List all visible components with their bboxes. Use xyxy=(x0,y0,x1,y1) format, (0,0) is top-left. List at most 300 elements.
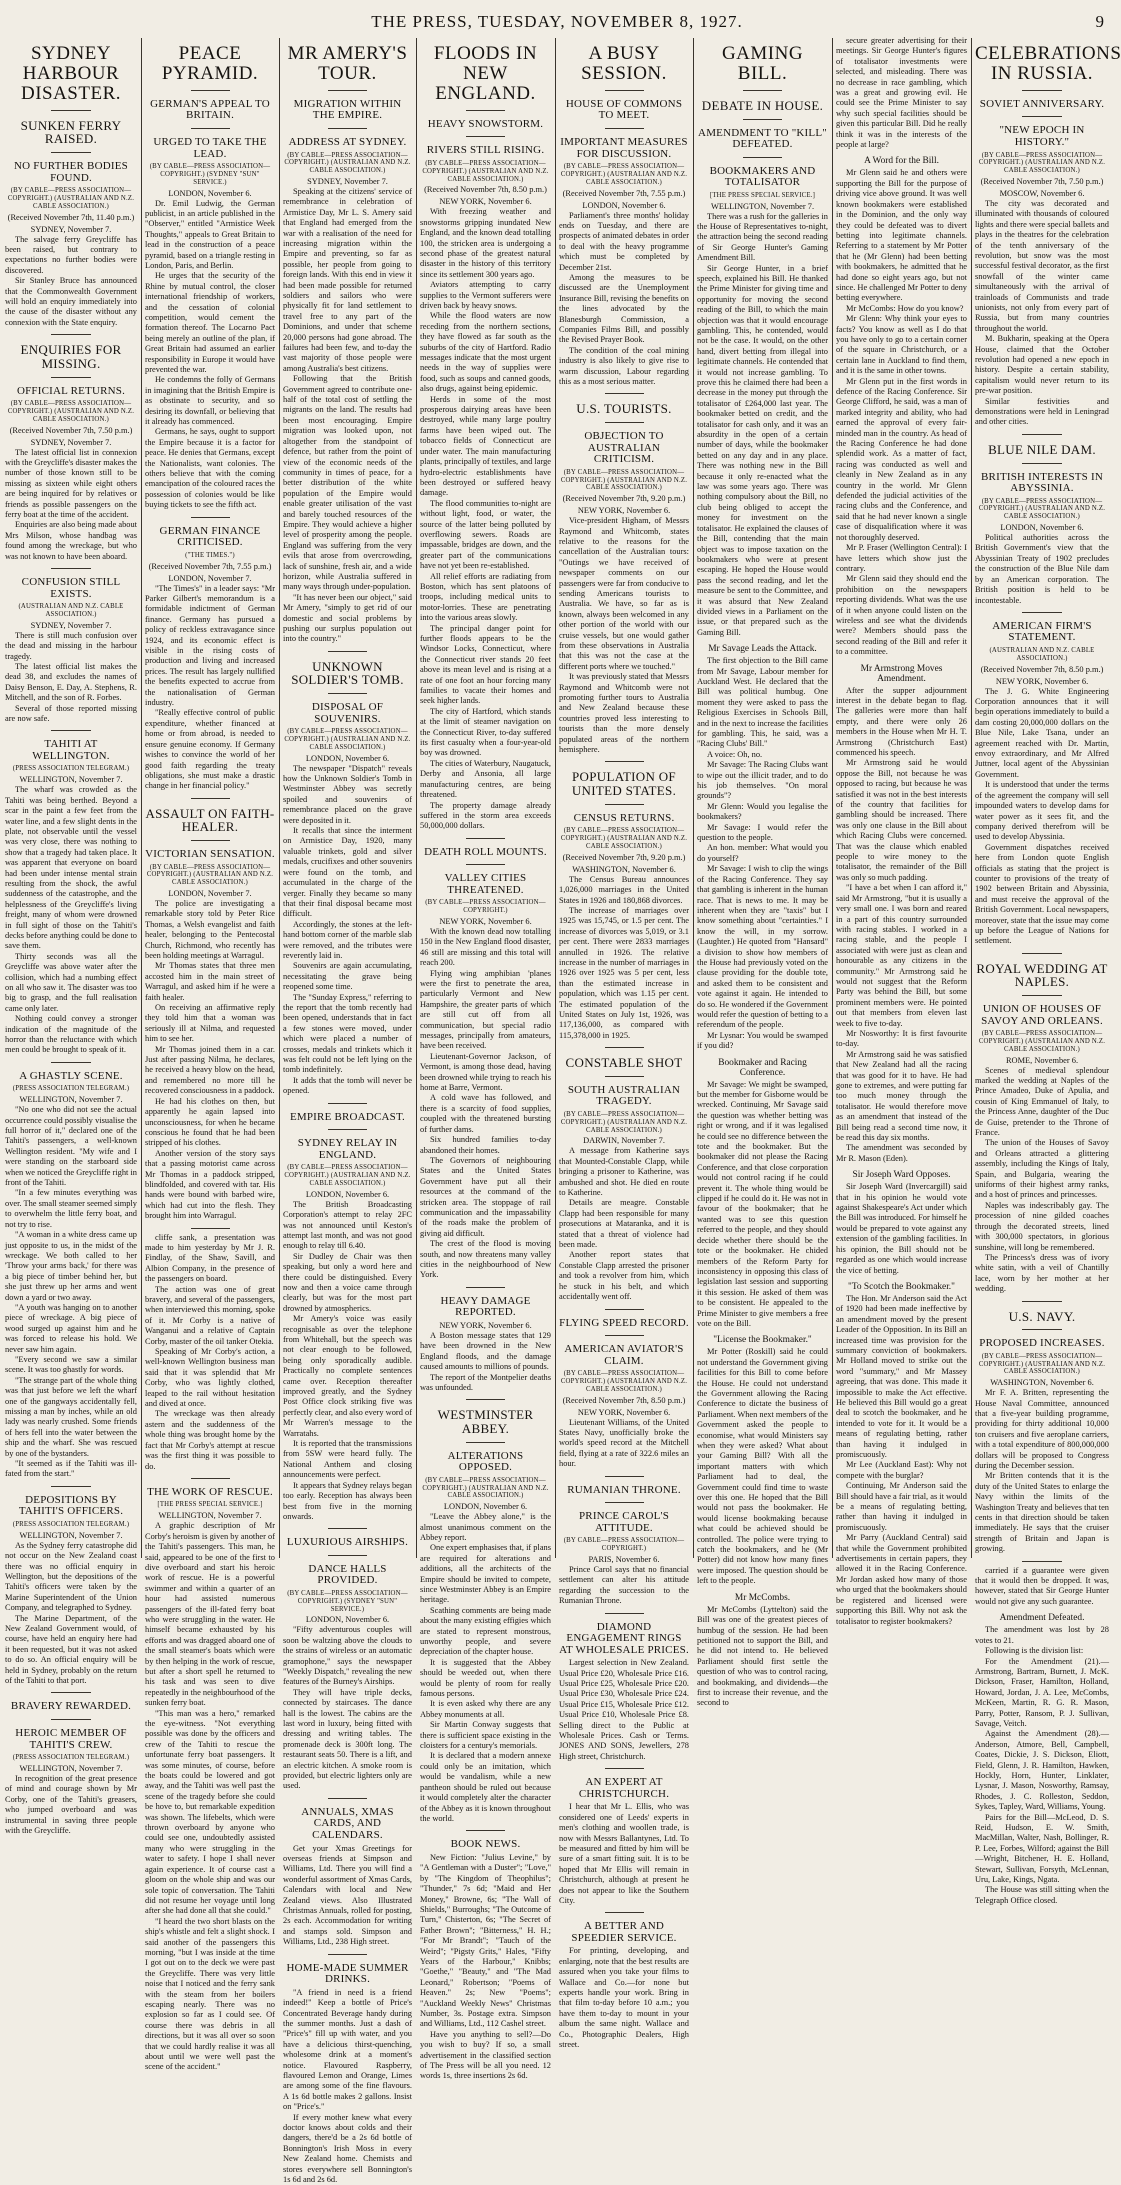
subheadline: "NEW EPOCH IN HISTORY." xyxy=(999,124,1085,148)
column-8 xyxy=(972,36,1121,1905)
dateline: WELLINGTON, November 7. xyxy=(19,1095,123,1105)
paragraph: The crest of the flood is moving south, and now threatens many valley cities in the neighbourhood of New York. xyxy=(420,1239,551,1280)
headline: GAMING BILL. xyxy=(721,43,804,84)
subheadline: AMENDMENT TO "KILL" DEFEATED. xyxy=(698,126,827,151)
paragraph: The amendment was seconded by Mr R. Mason (Eden). xyxy=(836,1143,967,1163)
paragraph: A message from Katherine says that Mounted-Constable Clapp, while bringing a prisoner to Katherine, was ambushed and shot. He died en route to Katherine. xyxy=(559,1146,689,1198)
subheadline: BRITISH INTERESTS IN ABYSSINIA. xyxy=(981,470,1103,495)
paragraph: The House was still sitting when the Telegraph Office closed. xyxy=(975,1885,1109,1905)
paragraph: Aviators attempting to carry supplies to the Vermont sufferers were driven back by heavy snows. xyxy=(420,280,551,310)
wire-credit: (BY CABLE—PRESS ASSOCIATION—COPYRIGHT.) (AUSTRALIAN AND N.Z. CABLE ASSOCIATION.) xyxy=(422,1476,549,1500)
paragraph: cliffe sank, a presentation was made to him yesterday by Mr J. R. Findlay, of the Shaw, Savill, and Albion Company, in the presence of the passengers on board. xyxy=(145,1232,275,1284)
subheadline: BOOK NEWS. xyxy=(450,1838,521,1851)
paragraph: The amendment was lost by 28 votes to 21. xyxy=(975,1625,1109,1645)
paragraph: secure greater advertising for their meetings. Sir George Hunter's figures of totalisator investments were selected, and misleading. There was no decrease in race gambling, which was a great and growing evil. He could see the Prime Minister to say why such special facilities should be given this particular Bill. Did he really think it was in the interests of the people at large? xyxy=(836,36,967,150)
separator-rule xyxy=(51,1486,91,1487)
headline: POPULATION OF UNITED STATES. xyxy=(571,769,677,799)
paragraph: The Governors of neighbouring States and the United States Government have put all their resources at the command of the stricken area. The stoppage of rail communication and the impassability of the roads make the problem of giving aid difficult. xyxy=(420,1155,551,1238)
paragraph: It appears that Sydney relays began too early. Reception has always been best from five in the morning onwards. xyxy=(283,1480,412,1521)
section-subhead: "License the Bookmaker." xyxy=(713,1335,812,1346)
subheadline: LUXURIOUS AIRSHIPS. xyxy=(286,1536,409,1549)
subheadline: SOUTH AUSTRALIAN TRAGEDY. xyxy=(567,1083,681,1108)
paragraph: "Fifty adventurous couples will soon be waltzing above the clouds to the strains of wireless or an automatic gramophone," says the newspaper "Weekly Dispatch," revealing the new features of the Burney's Airships. xyxy=(283,1625,412,1687)
received-line: (Received November 7th, 8.50 p.m.) xyxy=(424,185,547,195)
paragraph: "No one who did not see the actual occurrence could possibly visualise the full horror of it," declared one of the Tahiti's passengers, a well-known Wellington resident. "My wife and I were standing on the starboard side when we noticed the Greycliffe right in front of the Tahiti. xyxy=(5,1105,137,1188)
paragraph: Accordingly, the stones at the left-hand bottom corner of the marble slab were removed, and the tributes were reverently laid in. xyxy=(283,919,412,960)
paragraph: "It has never been our object," said Mr Amery, "simply to get rid of our domestic and social problems by pushing our surplus population out into the country." xyxy=(283,592,412,644)
paragraph: I hear that Mr L. Ellis, who was considered one of Leeds' experts in men's clothing and woollen trade, is now with Messrs Ballantynes, Ltd. To be measured and fitted by him will be sure of a smart fitting suit. It is to be hoped that Mr Ellis will remain in Christchurch, although at present he does not appear to like the Southern City. xyxy=(559,1802,689,1905)
subheadline: GERMAN'S APPEAL TO BRITAIN. xyxy=(150,97,270,122)
paragraph: "In a few minutes everything was over. The small steamer seemed simply to overwhelm the little ferry boat, and not try to rise. xyxy=(5,1188,137,1229)
subheadline: CONFUSION STILL EXISTS. xyxy=(21,576,121,600)
separator-rule xyxy=(605,90,644,91)
dateline: SYDNEY, November 7. xyxy=(30,224,112,234)
paragraph: Parliament's three months' holiday ends on Tuesday, and there are prospects of animated debates in order to deal with the heavy programme which must be completed by December 21st. xyxy=(559,210,689,272)
paragraph: Another report states that Constable Clapp arrested the prisoner and took a revolver from him, which he stuck in his belt, and which accidentally went off. xyxy=(559,1250,689,1302)
separator-rule xyxy=(328,651,367,652)
paragraph: "A friend in need is a friend indeed!" Keep a bottle of Price's Concentrated Beverage handy during the summer months. Just a dash of "Price's" fill up with water, and you have a delicious thirst-quenching, wholesome drink at a moment's notice. Flavoured Raspberry, flavoured Lemon and Orange, Limes are among some of the fine flavours. A 1s 6d bottle makes 2 gallons. Insist on "Price's." xyxy=(283,1987,412,2112)
paragraph: There is still much confusion over the dead and missing in the harbour tragedy. xyxy=(5,630,137,661)
paragraph: A cold wave has followed, and there is a scarcity of food supplies, coupled with the threatened bursting of further dams. xyxy=(420,1093,551,1134)
separator-rule xyxy=(328,1555,367,1556)
headline: ASSAULT ON FAITH-HEALER. xyxy=(145,805,275,835)
paragraph: The principal danger point for further floods appears to be the Windsor Locks, Connecticut, where the Connecticut river stands 20 feet above its mean level and is rising at a rate of one foot an hour forcing many families to vacate their homes and seek higher lands. xyxy=(420,623,551,706)
paragraph: Political authorities across the British Government's view that the Abyssinian Treaty of 1902 precludes the construction of the Blue Nile dam by an American corporation. The British position is held to be incontestable. xyxy=(975,533,1109,605)
separator-rule xyxy=(1022,90,1062,91)
dateline: WELLINGTON, November 7. xyxy=(19,1763,123,1773)
subheadline: DEPOSITIONS BY TAHITI'S OFFICERS. xyxy=(18,1493,124,1518)
subheadline: ENQUIRIES FOR MISSING. xyxy=(20,342,122,371)
separator-rule xyxy=(605,128,644,129)
dateline: LONDON, November 7. xyxy=(168,573,252,583)
wire-credit: (BY CABLE—PRESS ASSOCIATION—COPYRIGHT.) (AUSTRALIAN AND N.Z. CABLE ASSOCIATION.) xyxy=(422,159,549,183)
separator-rule xyxy=(605,1047,644,1048)
separator-rule xyxy=(328,128,367,129)
dateline: NEW YORK, November 6. xyxy=(577,506,671,516)
paragraph: Mr F. A. Britten, representing the House Naval Committee, announced that a five-year building programme, providing for thirty additional 10,000 ton cruisers and five aeroplane carriers, with a total expenditure of 800,000,000 dollars will be proposed to Congress during the December session. xyxy=(975,1388,1109,1470)
separator-rule xyxy=(191,90,230,91)
paragraph: Dr. Emil Ludwig, the German publicist, in an article published in the "Observer," entitled "Armistice Week Thoughts," appeals to Great Britain to lead in the construction of a peace pyramid, based on a triangle resting in London, Paris, and Berlin. xyxy=(145,198,275,270)
subheadline: GERMAN FINANCE CRITICISED. xyxy=(159,524,261,549)
paragraph: The property damage already suffered in the storm area exceeds 50,000,000 dollars. xyxy=(420,800,551,831)
paragraph: It recalls that since the interment on Armistice Day, 1920, many valuable trinkets, gold and silver medals, crucifixes and other souvenirs were found on the tomb, and accumulated in the charge of the verger. Finally they became so many that their final disposal became most difficult. xyxy=(283,826,412,919)
paragraph: It was previously stated that Messrs Raymond and Whitcomb were not promoting further tours to Australia and New Zealand because these countries proved less interesting to tourists than the more densely populated areas of the northern hemisphere. xyxy=(559,672,689,755)
paragraph: Similar festivities and demonstrations were held in Leningrad and other cities. xyxy=(975,396,1109,427)
paragraph: Vice-president Higham, of Messrs Raymond and Whitcomb, states relative to the reasons for the cancellation of the Australian tours: "Outings we have received of newspaper comments on our passengers were far from conducive to sending Americans tourists to Australia. We have, so far as is known, always been welcomed in any other portion of the world with our cruise vessels, but one would gather from these observations in Australia that this was not the case at the different ports where we touched." xyxy=(559,516,689,671)
headline: MR AMERY'S TOUR. xyxy=(287,43,408,84)
dateline: SYDNEY, November 7. xyxy=(30,620,112,630)
paragraph: The Marine Department, of the New Zealand Government would, of course, have held an enquiry here had it been requested, but it was not asked to do so. An official enquiry will be held in Sydney, probably on the return of the Tahiti to that port. xyxy=(5,1613,137,1686)
paragraph: Mr Nosworthy: It is first favourite to-day. xyxy=(836,1028,967,1049)
paragraph: It is declared that a modern annexe could only be an imitation, which would be vandalism, while a new pantheon should be ruled out because it would completely alter the character of the Abbey as it is known throughout the world. xyxy=(420,1751,551,1823)
paragraph: The increase of marriages over 1925 was 15,745, or 1.5 per cent. The increase of divorces was 5,019, or 3.1 per cent. There were 2833 marriages annulled in 1926. The relative increase in the number of marriages in 1926 over 1925 was 5 per cent, less than the estimated increase in population, which was 1.15 per cent. The estimated population of the United States on July 1st, 1926, was 117,136,000, as compared with 115,378,000 in 1925. xyxy=(559,905,689,1040)
paragraph: After the supper adjournment interest in the debate began to flag. The galleries were more than half empty, and there were only 26 members in the House when Mr H. T. Armstrong (Christchurch East) commenced his speech. xyxy=(836,685,967,757)
subheadline: FLYING SPEED RECORD. xyxy=(559,1316,689,1329)
separator-rule xyxy=(466,1287,505,1288)
received-line: (Received November 7th, 9.20 p.m.) xyxy=(562,494,686,504)
paragraph: Several of those reported missing are now safe. xyxy=(5,703,137,723)
paragraph: "The strange part of the whole thing was that just before we left the wharf one of the gangways accidentally fell, missing a man by inches, while an old lady was nearly crushed. Some friends of hers fell into the water between the ship and the wharf. She was rescued by one of the bystanders. xyxy=(5,1375,137,1458)
wire-credit: (PRESS ASSOCIATION TELEGRAM.) xyxy=(12,765,130,773)
subheadline: OBJECTION TO AUSTRALIAN CRITICISM. xyxy=(584,430,664,466)
section-subhead: Amendment Defeated. xyxy=(999,1613,1085,1624)
headline: U.S. NAVY. xyxy=(1008,1308,1076,1324)
paragraph: Mr McCombs (Lyttelton) said the Bill was one of the greatest pieces of humbug of the session. He had been petitioned not to support the Bill, and he did not intend to. He believed Parliament should first settle the question of who was to control racing, and bookmaking, and dividends—the first to increase their revenue, and the second to xyxy=(697,1604,828,1708)
section-subhead: Sir Joseph Ward Opposes. xyxy=(852,1170,951,1181)
headline: CELEBRATIONS IN RUSSIA. xyxy=(975,43,1121,84)
paragraph: One expert emphasises that, if plans are required for alterations and additions, all the architects of the Empire should be invited to compete, since Westminster Abbey is an Empire heritage. xyxy=(420,1543,551,1605)
dateline: MOSCOW, November 6. xyxy=(999,188,1085,198)
paragraph: Mr McCombs: How do you know? xyxy=(846,303,964,313)
subheadline: SYDNEY RELAY IN ENGLAND. xyxy=(297,1137,398,1161)
paragraph: The wharf was crowded as the Tahiti was being berthed. Beyond a scar in the paint a few feet from the water line, and a few slight dents in the plate, not observable until the vessel was very close, there was nothing to show that a tragedy had taken place. It was apparent that everyone on board had been under intense mental strain resulting from the shock, the awful suddenness of the catastrophe, and the helplessness of the Greycliffe's living freight, many of whom were drowned in full sight of those on the Tahiti's decks before anything could be done to save them. xyxy=(5,785,137,951)
paragraph: Following is the division list: xyxy=(985,1646,1084,1656)
dateline: NEW YORK, November 6. xyxy=(439,1320,532,1330)
wire-credit: (BY CABLE—PRESS ASSOCIATION—COPYRIGHT.) (AUSTRALIAN AND N.Z. CABLE ASSOCIATION.) xyxy=(978,497,1106,521)
paragraph: Mr Savage: We might be swamped, but the member for Gisborne would be wrecked. Continuing, Mr Savage said the question was whether betting was right or wrong, and if it was legalised he could see no difference between the tote and the bookmaker. But the bookmaker did not please the Racing Conference, and that close corporation would not control racing if he could prevent it. The whole thing would be clipped if he could do it. He was not in favour of the bookmaker; that he wanted was to see this question referred to the people, and they should decide whether there should be the tote or the bookmaker. He chided members of the Reform Party for inconsistency in opposing this class of legislation last session and supporting it this session. He asked of them was to be consistent. He appealed to the Prime Minister to give members a free vote on the Bill. xyxy=(697,1079,828,1328)
separator-rule xyxy=(605,1076,644,1077)
paragraph: The latest official list in connexion with the Greycliffe's disaster makes the number of those known still to be missing as sixteen while eight others are being inquired for by relatives or friends as possible passengers on the ferry boat at the time of the accident. xyxy=(5,447,137,519)
masthead-title: THE PRESS, TUESDAY, NOVEMBER 8, 1927. xyxy=(371,12,743,31)
wire-credit: (BY CABLE—PRESS ASSOCIATION—COPYRIGHT.) (SYDNEY "SUN" SERVICE.) xyxy=(149,163,271,186)
separator-rule xyxy=(328,1103,367,1104)
dateline: LONDON, November 6. xyxy=(582,200,666,210)
headline: CONSTABLE SHOT xyxy=(565,1055,683,1071)
paragraph: Mr Glenn said he and others were supporting the Bill for the purpose of driving vice above ground. It was well known bookmakers were established in the Dominion, and the only way they could be defeated was to divert betting into legitimate channels. Referring to a statement by Mr Potter that he (Mr Glenn) had been betting with bookmakers, he admitted that he had done so eight years ago, but not since. He challenged Mr Potter to deny betting everywhere. xyxy=(836,168,967,303)
paragraph: The Princess's dress was of ivory white satin, with a veil of Chantilly lace, worn by her mother at her wedding. xyxy=(975,1252,1109,1294)
separator-rule xyxy=(328,1954,367,1955)
paragraph: Government dispatches received here from London quote English officials as stating that the project is counter to provisions of the treaty of 1902 between Britain and Abyssinia, and must receive the approval of the British Government. Local newspapers, moreover, state that the issue may come up before the League of Nations for settlement. xyxy=(975,842,1109,946)
dateline: PARIS, November 6. xyxy=(588,1554,660,1564)
separator-rule xyxy=(328,693,367,694)
paragraph: Scenes of medieval splendour marked the wedding at Naples of the Prince Amadeo, Duke of Apulia, and cousin of King Emmanuel of Italy, to the Princess Anne, daughter of the Duc de Guise, pretender to the Throne of France. xyxy=(975,1065,1109,1138)
paragraph: Mr Amery's voice was easily recognisable as over the telephone from Whitehall, but the speech was not clear enough to be followed, being only sporadically audible. Practically no complete sentences came over. Reception thereafter improved greatly, and the Sydney Post Office clock striking five was perfectly clear, and also every word of Mr Warren's message to the Warratahs. xyxy=(283,1314,412,1438)
separator-rule xyxy=(466,1830,505,1831)
subheadline: A GHASTLY SCENE. xyxy=(19,1069,123,1082)
wire-credit: (PRESS ASSOCIATION TELEGRAM.) xyxy=(12,1754,130,1762)
paragraph: The first objection to the Bill came from Mr Savage, Labour member for Auckland West. He declared that the Bill was political humbug. One moment they were asked to pass the Religious Exercises in Schools Bill, and in the next to increase the facilities for gambling. This, he said, was a "Racing Clubs' Bill." xyxy=(697,656,828,749)
section-subhead: A Word for the Bill. xyxy=(864,156,939,167)
subheadline: ADDRESS AT SYDNEY. xyxy=(288,135,407,148)
wire-credit: (BY CABLE—PRESS ASSOCIATION—COPYRIGHT.) (AUSTRALIAN AND N.Z. CABLE ASSOCIATION.) xyxy=(7,400,135,423)
headline: WESTMINSTER ABBEY. xyxy=(437,1407,534,1436)
wire-credit: (BY CABLE—PRESS ASSOCIATION—COPYRIGHT.) (AUSTRALIAN AND N.Z. CABLE ASSOCIATION.) xyxy=(7,187,135,210)
paragraph: A voice: Oh, no. xyxy=(707,749,763,759)
separator-rule xyxy=(51,377,91,378)
column-2 xyxy=(142,36,278,2072)
dateline: LONDON, November 6. xyxy=(168,188,252,198)
separator-rule xyxy=(466,838,505,839)
separator-rule xyxy=(328,1798,367,1799)
paragraph: Nothing could convey a stronger indication of the magnitude of the horror than the reluctance with which men could be brought to speak of it. xyxy=(5,1014,137,1055)
separator-rule xyxy=(1022,1301,1062,1302)
paragraph: Scathing comments are being made about the many existing effigies which are stated to represent monstrous, unworthy people, and severe depreciation of the chapter house. xyxy=(420,1605,551,1657)
headline: U.S. TOURISTS. xyxy=(576,401,672,417)
separator-rule xyxy=(1022,116,1062,117)
headline: BLUE NILE DAM. xyxy=(988,441,1096,457)
separator-rule xyxy=(605,1309,644,1310)
subheadline: ANNUALS, XMAS CARDS, AND CALENDARS. xyxy=(301,1805,394,1841)
paragraph: If every mother knew what every doctor knows about colds and their dangers, there'd be a 2s 6d bottle of Bonnington's Irish Moss in every New Zealand home. Chemists and stores everywhere sell Bonnington's 1s 6d and 2s 6d. xyxy=(283,2112,412,2184)
subheadline: DEBATE IN HOUSE. xyxy=(701,97,824,113)
dateline: WELLINGTON, November 7. xyxy=(710,201,815,211)
subheadline: HOUSE OF COMMONS TO MEET. xyxy=(565,97,683,122)
dateline: LONDON, November 6. xyxy=(305,753,390,763)
subheadline: HEAVY SNOWSTORM. xyxy=(427,117,544,130)
separator-rule xyxy=(51,1692,91,1693)
separator-rule xyxy=(191,1228,230,1229)
dateline: WASHINGTON, November 6. xyxy=(990,1378,1094,1388)
column-5 xyxy=(556,36,692,2050)
paragraph: It is understood that under the terms of the agreement the company will sell impounded waters to develop dams for water power as it sees fit, and the company derived therefrom will be used to develop Abyssinia. xyxy=(975,780,1109,842)
paragraph: The flood communities to-night are without light, food, or water, the source of the latter being polluted by overflowing sewers. Roads are impassable, bridges are down, and the greater part of the communications have not yet been re-established. xyxy=(420,498,551,571)
dateline: LONDON, November 6. xyxy=(305,1615,390,1625)
paragraph: Mr Armstrong said he was satisfied that New Zealand had all the racing that was good for it to have. He had gone to extremes, and were putting far too much money through the totalisator. He would therefore move as an amendment that instead of the Bill being read a second time now, it be read this day six months. xyxy=(836,1049,967,1143)
column-7 xyxy=(833,36,970,1626)
paragraph: A graphic description of Mr Corby's heroism is given by another of the Tahiti's passengers. This man, he said, appeared to be one of the first to dive overboard and start his heroic work of rescue. He is a powerful swimmer and within a quarter of an hour had assisted numerous passengers of the ill-fated ferry boat who were struggling in the water. He himself became exhausted by his efforts and was dragged aboard one of the small steamer's boats which were by then helping in the work of rescue, but after a short spell he returned to his task and was seen to dive repeatedly in the neighbourhood of the sunken ferry boat. xyxy=(145,1521,276,1708)
subheadline: NO FURTHER BODIES FOUND. xyxy=(14,160,128,184)
paragraph: carried if a guarantee were given that it would then be dropped. It was, however, stated that Sir George Hunter would not give any such guarantee. xyxy=(975,1565,1109,1606)
dateline: NEW YORK, November 6. xyxy=(995,676,1089,686)
separator-rule xyxy=(1022,434,1062,435)
wire-credit: (AUSTRALIAN AND N.Z. CABLE ASSOCIATION.) xyxy=(18,603,124,618)
dateline: LONDON, November 6. xyxy=(305,1189,390,1199)
wire-credit: (PRESS ASSOCIATION TELEGRAM.) xyxy=(12,1085,130,1093)
subheadline: DIAMOND ENGAGEMENT RINGS AT WHOLESALE PRICES. xyxy=(559,1620,689,1656)
paragraph: Mr Thomas joined them in a car. Just after passing Nilma, he declares, he received a heavy blow on the head, and remembered no more till he recovered consciousness in a paddock. xyxy=(145,1044,275,1096)
paragraph: As the Sydney ferry catastrophe did not occur on the New Zealand coast there was no official enquiry in Wellington, but the depositions of the Tahiti's officers were taken by the Marine Superintendent of the Union Company, and telegraphed to Sydney. xyxy=(5,1540,137,1613)
masthead xyxy=(0,12,1114,34)
section-subhead: Mr McCombs. xyxy=(734,1592,791,1603)
paragraph: There was a rush for the galleries in the House of Representatives to-night, the attraction being the second reading of Sir George Hunter's Gaming Amendment Bill. xyxy=(697,211,828,263)
subheadline: CENSUS RETURNS. xyxy=(573,811,675,824)
wire-credit: (BY CABLE—PRESS ASSOCIATION—COPYRIGHT.) (AUSTRALIAN AND N.Z. CABLE ASSOCIATION.) xyxy=(146,863,274,887)
paragraph: The Hon. Mr Anderson said the Act of 1920 had been made ineffective by an amendment moved by the present Leader of the Opposition. In its Bill an increased time was provision for the summary conviction of bookmakers. Mr Holland moved to strike out the word "summary," and Mr Massey agreeing, that was done. This made it impossible to make the Act effective. He believed this Bill would go a great deal to scotch the bookmaker, and he intended to vote for it. It would be a means of regulating betting, rather than having it indulged in promiscuously. xyxy=(836,1293,967,1459)
paragraph: Six hundred families to-day abandoned their homes. xyxy=(420,1135,551,1155)
paragraph: The British Broadcasting Corporation's attempt to relay 2FC was not announced until Keston's attempt last month, and was not good enough to relay till 6.40. xyxy=(283,1199,412,1251)
separator-rule xyxy=(191,840,230,841)
subheadline: DISPOSAL OF SOUVENIRS. xyxy=(311,701,384,725)
headline: FLOODS IN NEW ENGLAND. xyxy=(433,43,538,104)
dateline: LONDON, November 7. xyxy=(168,888,252,898)
subheadline: THE WORK OF RESCUE. xyxy=(147,1485,273,1498)
paragraph: "Really effective control of public expenditure, whether financed at home or from abroad, is needed to ensure genuine economy. If Germany wishes to convince the world of her good faith regarding the treaty obligations, she must make a drastic change in her financial policy." xyxy=(145,708,275,791)
paragraph: Another version of the story says that a passing motorist came across Mr Thomas in a paddock stripped, blindfolded, and covered with tar. His hands were bound with barbed wire, which had cut into the flesh. They brought him into Warragul. xyxy=(145,1148,275,1221)
paragraph: In recognition of the great presence of mind and courage shown by Mr Corby, one of the Tahiti's greasers, who jumped overboard and was instrumental in saving three people with the Greycliffe. xyxy=(5,1773,137,1835)
subheadline: SUNKEN FERRY RAISED. xyxy=(20,117,122,147)
subheadline: AMERICAN FIRM'S STATEMENT. xyxy=(992,619,1092,644)
paragraph: Get your Xmas Greetings for overseas friends at Simpson and Williams, Ltd. There you will find a wonderful assortment of Xmas Cards, Calendars with local and New Zealand views. Also Illustrated Christmas Annuals, rolled for posting, 2s each. Accommodation for writing and stamps sold. Simpson and Williams, Ltd., 238 High street. xyxy=(283,1843,412,1947)
separator-rule xyxy=(605,761,644,762)
wire-credit: (BY CABLE—PRESS ASSOCIATION—COPYRIGHT.) (AUSTRALIAN AND N.Z. CABLE ASSOCIATION.) xyxy=(978,151,1106,175)
separator-rule xyxy=(1022,953,1062,954)
paragraph: "It seemed as if the Tahiti was ill-fated from the start." xyxy=(5,1459,137,1479)
paragraph: "I have a bet when I can afford it," said Mr Armstrong, "but it is usually a very small one. I was born and reared in a part of this country surrounded with racing stables. I worked in a racing stable, and the people I associated with were just as clean and honourable as any citizens in the community." Mr Armstrong said he would not suggest that the Reform Party was behind the Bill, but some prominent members were. He pointed out that members from eleven last week to five to-day. xyxy=(836,883,967,1028)
wire-credit: (BY CABLE—PRESS ASSOCIATION—COPYRIGHT.) xyxy=(563,1537,685,1553)
subheadline: TAHITI AT WELLINGTON. xyxy=(32,738,110,762)
subheadline: RIVERS STILL RISING. xyxy=(426,144,545,157)
wire-credit: (PRESS ASSOCIATION TELEGRAM.) xyxy=(12,1520,130,1528)
column-3 xyxy=(280,36,415,2184)
wire-credit: (BY CABLE—PRESS ASSOCIATION—COPYRIGHT.) xyxy=(425,899,546,915)
dateline: SYDNEY, November 7. xyxy=(30,437,112,447)
paragraph: M. Bukharin, speaking at the Opera House, claimed that the October revolution had opened a new epoch in history. Despite a certain stability, capitalism would never return to its pre-war position. xyxy=(975,334,1109,396)
dateline: ROME, November 6. xyxy=(1005,1055,1079,1065)
dateline: LONDON, November 6. xyxy=(1000,523,1084,533)
paragraph: Mr Lee (Auckland East): Why not compete with the burglar? xyxy=(836,1460,967,1480)
paragraph: Lieutenant-Governor Jackson, of Vermont, is among those dead, having been drowned while trying to reach his home at Barre, Vermont. xyxy=(420,1051,551,1093)
subheadline: PROPOSED INCREASES. xyxy=(979,1337,1105,1350)
paragraph: Largest selection in New Zealand. Usual Price £20, Wholesale Price £16. Usual Price £25, Wholesale Price £20. Usual Price £30, Wholesale Price £24. Usual Price £15, Wholesale Price £12. Usual Price £10, Wholesale Price £8. Selling direct to the Public at Wholesale Prices. Cash or Terms. JONES AND SONS, Jewellers, 278 High street, Christchurch. xyxy=(559,1658,689,1761)
paragraph: A Boston message states that 129 have been drowned in the New England floods, and the damage caused amounts to millions of pounds. xyxy=(420,1330,551,1372)
paragraph: Mr Glenn said they should end the prohibition on the newspapers reporting dividends. What was the use of it when anyone could listen on the wireless and see what the dividends were? Members should pass the second reading of the Bill and refer it to a committee. xyxy=(836,574,967,657)
wire-credit: (BY CABLE—PRESS ASSOCIATION—COPYRIGHT.) (AUSTRALIAN AND N.Z. CABLE ASSOCIATION.) xyxy=(284,1164,411,1187)
subheadline: HOME-MADE SUMMER DRINKS. xyxy=(286,1961,409,1986)
separator-rule xyxy=(1022,463,1062,464)
paragraph: "A youth was hanging on to another piece of wreckage. A big piece of wood surged up against him and he was forced to release his hold. We never saw him again. xyxy=(5,1302,137,1354)
received-line: (Received November 7th, 7.50 p.m.) xyxy=(980,176,1104,186)
separator-rule xyxy=(1022,995,1062,996)
paragraph: The newspaper "Dispatch" reveals how the Unknown Soldier's Tomb in Westminster Abbey was secretly spoiled and souvenirs of remembrance placed on the grave were deposited in it. xyxy=(283,763,412,825)
wire-credit: (BY CABLE—PRESS ASSOCIATION—COPYRIGHT.) (AUSTRALIAN AND N.Z. CABLE ASSOCIATION.) xyxy=(560,1110,688,1134)
subheadline: AN EXPERT AT CHRISTCHURCH. xyxy=(578,1776,670,1800)
separator-rule xyxy=(605,804,644,805)
headline: UNKNOWN SOLDIER'S TOMB. xyxy=(291,658,404,688)
separator-rule xyxy=(51,152,91,153)
wire-credit: (BY CABLE—PRESS ASSOCIATION—COPYRIGHT.) (SYDNEY "SUN" SERVICE.) xyxy=(287,1589,408,1613)
received-line: (Received November 7th, 8.50 p.m.) xyxy=(980,664,1104,674)
column-4 xyxy=(417,36,554,2081)
paragraph: "A woman in a white dress came up just opposite to us, in the midst of the wreckage. We both called to her 'Throw your arms back,' for there was a big piece of timber behind her, but she just threw up her arms and went down a yard or two away. xyxy=(5,1230,137,1302)
separator-rule xyxy=(466,110,505,111)
subheadline: VALLEY CITIES THREATENED. xyxy=(444,872,527,896)
paragraph: "Leave the Abbey alone," is the almost unanimous comment on the Abbey report. xyxy=(420,1512,551,1542)
dateline: NEW YORK, November 6. xyxy=(577,1407,671,1417)
paragraph: Thirty seconds was all the Greycliffe was above water after the collision, which had a numbing effect on all who saw it. The disaster was too big to grasp, and the full realisation came only later. xyxy=(5,951,137,1013)
headline: A BUSY SESSION. xyxy=(581,43,667,84)
subheadline: DEATH ROLL MOUNTS. xyxy=(424,845,547,858)
received-line: (Received November 7th, 7.55 p.m.) xyxy=(148,561,272,571)
paragraph: Against the Amendment (28).—Anderson, Atmore, Bell, Campbell, Coates, Dickie, J. S. Dickson, Eliott, Field, Glenn, J. R. Hamilton, Hawken, Hockly, Horn, Hunter, Linklater, Lysnar, J. Mason, Nosworthy, Ramsay, Rhodes, J. C. Rolleston, Seddon, Sykes, Tapley, Ward, Williams, Young. xyxy=(975,1729,1109,1812)
paragraph: Souvenirs are again accumulating, necessitating the grave being reopened some time. xyxy=(283,961,412,992)
received-line: (Received November 7th, 8.50 p.m.) xyxy=(562,1395,686,1405)
paragraph: Mr Britten contends that it is the duty of the United States to enlarge the Navy within the limits of the Washington Treaty and believes that ten cents in that direction should be taken immediately. He says that the cruiser strength of Britain and Japan is growing. xyxy=(975,1471,1109,1554)
paragraph: Mr Savage: I would refer the question to the people. xyxy=(697,822,828,843)
paragraph: Enquiries are also being made about Mrs Milson, whose handbag was found among the wreckage, but who was not known to have been aboard. xyxy=(5,520,137,561)
subheadline: HEAVY DAMAGE REPORTED. xyxy=(440,1294,531,1319)
headline: PEACE PYRAMID. xyxy=(161,43,259,84)
separator-rule xyxy=(51,730,91,731)
separator-rule xyxy=(51,1719,91,1720)
paragraph: Among the measures to be discussed are the Unemployment Insurance Bill, revising the benefits on the lines advocated by the Blanesburgh Commission, a Companies Films Bill, and possibly the Revised Prayer Book. xyxy=(559,272,689,345)
paragraph: Mr Glenn: Would you legalise the bookmakers? xyxy=(697,801,828,822)
wire-credit: (BY CABLE—PRESS ASSOCIATION—COPYRIGHT.) (AUSTRALIAN AND N.Z. CABLE ASSOCIATION.) xyxy=(978,1030,1106,1053)
section-subhead: Mr Armstrong Moves Amendment. xyxy=(860,663,943,684)
paragraph: "This man was a hero," remarked the eye-witness. "Not everything possible was done by the officers and crew of the Tahiti to rescue the unfortunate ferry boat passengers. It was some minutes, of course, before the boats could be lowered and got away, and the Tahiti was well past the scene of the tragedy before she could be hove to, but remarkable expedition was shown. The lifebelts, which were thrown overboard by anyone who could see one, undoubtedly assisted many who were struggling in the water to safety. I hope I shall never again experience. It of course cast a gloom on the whole ship and was our sole topic of conversation. The Tahiti did not resume her voyage until long after she had done all that she could." xyxy=(145,1708,275,1916)
paragraph: It is even asked why there are any Abbey monuments at all. xyxy=(420,1699,551,1719)
page-number: 9 xyxy=(1095,12,1104,31)
section-subhead: Mr Savage Leads the Attack. xyxy=(708,644,817,655)
wire-credit: [THE PRESS SPECIAL SERVICE.] xyxy=(157,1501,263,1509)
paragraph: The city of Hartford, which stands at the limit of steamer navigation on the Connecticut River, to-day suffered its first casualty when a four-year-old boy was drowned. xyxy=(420,706,551,758)
paragraph: "I heard the two short blasts on the ship's whistle and felt a slight shock. I said another of the passengers this morning, "but I was inside at the time I got out on to the deck we were past the Greycliffe. There was very little noise that I noticed and the ferry sank with the steam from her boilers escaping nearly. There was no explosion so far as I could see. Of course there was debris in all directions, but it was all over so soon that we could hardly realise it was all about until we were well past the scene of the accident." xyxy=(145,1916,275,2072)
subheadline: PRINCE CAROL'S ATTITUDE. xyxy=(578,1510,670,1534)
paragraph: Mr Lysnar: You would be swamped if you did? xyxy=(697,1030,828,1051)
paragraph: Mr Thomas states that three men accosted him in the main street of Warragul, and asked him if he were a faith healer. xyxy=(145,961,275,1002)
subheadline: OFFICIAL RETURNS. xyxy=(16,384,126,397)
paragraph: He had his clothes on then, but apparently he again lapsed into unconsciousness, for when he became conscious he found that he had been stripped of his clothes. xyxy=(145,1096,275,1148)
column-6 xyxy=(694,36,831,1708)
headline: ROYAL WEDDING AT NAPLES. xyxy=(976,960,1108,990)
wire-credit: (BY CABLE—PRESS ASSOCIATION—COPYRIGHT.) (AUSTRALIAN AND N.Z. CABLE ASSOCIATION.) xyxy=(284,151,411,175)
paragraph: The wreckage was then already astern and the suddenness of the whole thing was brought home by the fact that Mr Corby's attempt at rescue was the first thing it was possible to do. xyxy=(145,1409,275,1471)
paragraph: The report of the Montpelier deaths was unfounded. xyxy=(420,1372,551,1392)
paragraph: Mr Savage: The Racing Clubs want to wipe out the illicit trader, and to do his job themselves. "On moral grounds"? xyxy=(697,760,828,801)
paragraph: New Fiction: "Julius Levine," by "A Gentleman with a Duster"; "Love," by "The Kingdom of Theophilus"; "Thunder," 7s 6d; "Maid and Her Money," Browne, 6s; "The Wall of Shields," Burroughs; "The Outcome of Turn," Chisterton, 6s; "The Secret of Father Brown"; "Bitterness," H. H.; "For Mr Brandt"; "Tauch of the Weird"; "Pigsty Grits," Hales, "Fifty Years of the Harbour," Knibbs; "Goethe," "Beauty," and "The Mad Leonard," Robertson; "Poems of Heaven." 2s; New "Poems"; "Auckland Weekly News" Christmas Number, 3s. Postage extra. Simpson and Williams, Ltd., 112 Cashel street. xyxy=(420,1852,551,2029)
dateline: SYDNEY, November 7. xyxy=(307,176,388,186)
paragraph: All relief efforts are radiating from Boston, which has sent platoons of troops, including medical units to motor-lorries. These are penetrating into the various areas slowly. xyxy=(420,571,551,623)
paragraph: With freezing weather and snowstorms gripping inundated New England, and the known dead totalling 100, the stricken area is undergoing a second phase of the greatest natural disaster in the history of this territory since its settlement 300 years ago. xyxy=(420,207,551,279)
section-subhead: "To Scotch the Bookmaker." xyxy=(848,1281,955,1292)
wire-credit: (BY CABLE—PRESS ASSOCIATION—COPYRIGHT.) (AUSTRALIAN AND N.Z. CABLE ASSOCIATION.) xyxy=(560,468,688,492)
subheadline: IMPORTANT MEASURES FOR DISCUSSION. xyxy=(560,135,688,160)
separator-rule xyxy=(1022,1561,1062,1562)
paragraph: The salvage ferry Greycliffe has been raised, but contrary to expectations no further bodies were discovered. xyxy=(5,234,137,275)
paragraph: The cities of Waterbury, Naugatuck, Derby and Ansonia, all large manufacturing centres, are being threatened. xyxy=(420,758,551,800)
paragraph: The city was decorated and illuminated with thousands of coloured lights and there were special ballets and plays in the theatres for the celebration of the tenth anniversary of the revolution, but snow was the most successful festival decorator, as the first snowfall of the winter came simultaneously with the arrival of trainloads of Communists and trade unionists, not only from every part of Russia, but from many countries throughout the world. xyxy=(975,198,1109,333)
paragraph: The action was one of great bravery, and several of the passengers, when interviewed this morning, spoke of it. Mr Corby is a native of Wanganui and a relative of Captain Corby, master of the oil tanker Otekia. xyxy=(145,1284,275,1346)
paragraph: Mr Armstrong said he would oppose the Bill, not because he was opposed to racing, but because he was satisfied it was not in the best interests of the country that facilities for gambling should be increased. There was only one clause in the Bill about which Racing Clubs were concerned. That was the clause which enabled people to wire money to the totalisator, the remainder of the Bill was only so much padding. xyxy=(836,758,967,882)
paragraph: Following that the British Government agreed to contribute one-half of the total cost of settling the migrants on the land. The results had been most encouraging. Empire migration was looked upon, not altogether from the standpoint of defence, but rather from the point of view of the economic needs of the community in times of peace, for a better distribution of the white population of the Empire would enable greater utilisation of the vast and barely touched resources of the Empire. They would achieve a higher level of prosperity among the people. England was suffering from the very evils that arose from overcrowding, lack of sunshine, fresh air, and a wide horizon, while Australia suffered in many ways through under-population. xyxy=(283,374,412,592)
separator-rule xyxy=(605,393,644,394)
separator-rule xyxy=(605,1502,644,1503)
separator-rule xyxy=(605,1335,644,1336)
dateline: NEW YORK, November 6. xyxy=(439,197,532,207)
paragraph: He condemns the folly of Germans in imagining that the British Empire is as obstinate to security, and so desiring its downfall, or believing that it already has commenced. xyxy=(145,375,275,427)
paragraph: The condition of the coal mining industry is also likely to give rise to warm discussion, Labour regarding this as a most serious matter. xyxy=(559,345,689,386)
received-line: (Received November 7th, 9.20 p.m.) xyxy=(562,852,686,862)
wire-credit: (BY CABLE—PRESS ASSOCIATION—COPYRIGHT.) (AUSTRALIAN AND N.Z. CABLE ASSOCIATION.) xyxy=(284,728,411,751)
separator-rule xyxy=(328,1528,367,1529)
separator-rule xyxy=(605,422,644,423)
paragraph: They will have triple decks, connected by staircases. The dance hall is the lowest. The cabins are the last word in luxury, being fitted with dressing and writing tables. The promenade deck is 300ft long. The restaurant seats 50. There is a lift, and an electric kitchen. A smoke room is provided, but electric lighters only are used. xyxy=(283,1687,412,1791)
subheadline: AMERICAN AVIATOR'S CLAIM. xyxy=(564,1343,684,1367)
paragraph: Details are meagre. Constable Clapp had been responsible for many prosecutions at Mataranka, and it is stated that a threat of violence had been made. xyxy=(559,1198,689,1250)
wire-credit: ("THE TIMES.") xyxy=(185,551,235,559)
subheadline: MIGRATION WITHIN THE EMPIRE. xyxy=(293,97,402,122)
paragraph: With the known dead now totalling 150 in the New England flood disaster, 46 still are missing and this total will reach 200. xyxy=(420,926,551,968)
separator-rule xyxy=(605,1613,644,1614)
wire-credit: (BY CABLE—PRESS ASSOCIATION—COPYRIGHT.) (AUSTRALIAN AND N.Z. CABLE ASSOCIATION.) xyxy=(560,827,688,850)
paragraph: Sir George Hunter, in a brief speech, explained his Bill. He thanked the Prime Minister for giving time and opportunity for moving the second reading of the Bill, to which the main objection was that it would encourage gambling. This, he contended, would not be the case. It would, on the other hand, divert betting from illegal into legitimate channels. He contended that it would not increase gambling. To prove this he claimed there had been a decrease in the money put through the totalisator of £264,000 last year. The bookmaker betted on credit, and the totalisator for cash only, and it was an absurdity in the open of a certain number of days, while the bookmaker betted on any day and in any place. There was nothing new in the Bill because it only re-enacted what the law was some years ago. There was nothing compulsory about the Bill, no club being obliged to accept the money for investment on the totalisator. He explained the clauses of the Bill, contending that the main object was to impose taxation on the bookmakers who were at present escaping. He hoped the House would pass the second reading, and let the measure be sent to the Committee, and it was absurd that New Zealand divided views in a Parliament on the issue, or that prepared such as the Gaming Bill. xyxy=(697,263,828,637)
paragraph: While the flood waters are now receding from the northern sections, they have flowed as far south as the suburbs of the city of Hartford. Radio messages indicate that the most urgent needs in the way of supplies were food, such as soups and canned goods, also drugs, against being epidemic. xyxy=(420,311,551,394)
paragraph: Mr Savage: I wish to clip the wings of the Racing Conference. They say that gambling is inherent in the human race. That is news to me. It may be inherent when they are "taxis" but I know something about "certainties." I know the will, in my sorrow. (Laughter.) He quoted from "Hansard" a division to show how members of the House had previously voted on the clause providing for the double tote, and asked them to be consistent and vote against it again. He intended to do so. He wondered if the Government would refer the question of betting to a referendum of the people. xyxy=(697,864,828,1030)
subheadline: SOVIET ANNIVERSARY. xyxy=(979,97,1105,110)
subheadline: DANCE HALLS PROVIDED. xyxy=(308,1562,387,1587)
received-line: (Received November 7th, 11.40 p.m.) xyxy=(7,212,135,222)
paragraph: On receiving an affirmative reply they told him that a woman was seriously ill at Nilma, and requested him to see her. xyxy=(145,1003,275,1044)
paragraph: Flying wing amphibian 'planes were the first to penetrate the area, particularly Vermont and New Hampshire, the greater parts of which are still cut off from all communication, but special radio messages, principally from amateurs, have been received. xyxy=(420,968,551,1051)
separator-rule xyxy=(51,334,91,335)
dateline: DARWIN, November 7. xyxy=(583,1136,665,1146)
subheadline: VICTORIAN SENSATION. xyxy=(145,848,275,860)
received-line: (Received November 7th, 7.50 p.m.) xyxy=(9,425,133,435)
subheadline: EMPIRE BROADCAST. xyxy=(289,1110,406,1123)
paragraph: For printing, developing, and enlarging, note that the best results are assured when you take your films to Wallace and Co.—for none but experts handle your work. Bring in that film to-day before 10 a.m.; you have them to-day to mount in your album the same night. Wallace and Co., Photographic Dealers, High street. xyxy=(559,1946,689,2050)
separator-rule xyxy=(466,864,505,865)
paragraph: Lieutenant Williams, of the United States Navy, unofficially broke the world's speed record at the Mitchell field, flying at a rate of 322.6 miles an hour. xyxy=(559,1417,689,1469)
paragraph: The "Sunday Express," referring to the report that the tomb recently had been opened, understands that in fact a few stones were moved, under which were placed a number of crosses, medals and trinkets which it was felt could not be left lying on the tomb indefinitely. xyxy=(283,992,412,1075)
